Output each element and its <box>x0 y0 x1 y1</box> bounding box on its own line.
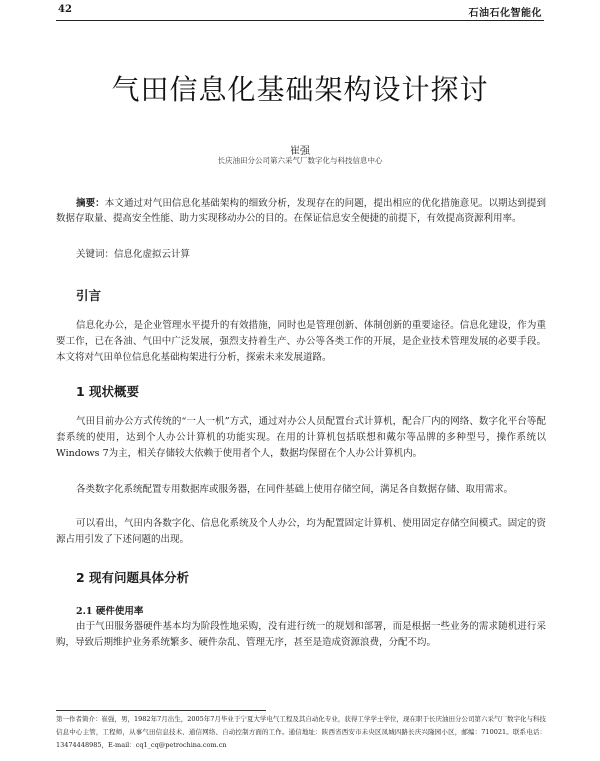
abstract-text: 本文通过对气田信息化基础架构的细致分析，发现存在的问题，提出相应的优化措施意见。以期达到提到数据存取量、提高安全性能、助力实现移动办公的目的。在保证信息安全便捷的前提下，有效提高资源利用率。 <box>56 198 546 224</box>
keywords <box>76 246 190 260</box>
author-affiliation: 长庆油田分公司第六采气厂数字化与科技信息中心 <box>217 156 383 165</box>
section-heading-2: 2 现有问题具体分析 <box>76 570 190 585</box>
page-number: 42 <box>58 4 72 15</box>
abstract <box>56 196 546 226</box>
section1-paragraph-3: 可以看出，气田内各数字化、信息化系统及个人办公，均为配置固定计算机、使用固定存储空间模式。固定的资源占用引发了下述问题的出现。 <box>56 518 546 545</box>
footnote-rule <box>56 710 266 711</box>
keywords-label: 关键词： <box>76 249 115 260</box>
running-header <box>56 4 544 21</box>
subsection-heading-2-1: 2.1 硬件使用率 <box>76 606 144 617</box>
journal-name: 石油石化智能化 <box>468 8 542 19</box>
section-heading-1: 1 现状概要 <box>76 384 140 399</box>
author-name: 崔强 <box>290 146 310 157</box>
section1-paragraph-1: 气田目前办公方式传统的“一人一机”方式，通过对办公人员配置台式计算机，配合厂内的网络、数字化平台等配套系统的使用，达到个人办公计算机的功能实现。在用的计算机包括联想和戴尔等品牌的多种型号，操作系统以Windows 7为主，相关存储较大依赖于使用者个人，数据均保留在个人办公计算机内。 <box>56 416 546 459</box>
keywords-text: 信息化虚拟云计算 <box>114 249 191 260</box>
section1-paragraph-2: 各类数字化系统配置专用数据库或服务器，在同件基础上使用存储空间，满足各自数据存储、取用需求。 <box>76 484 514 495</box>
abstract-label: 摘要： <box>76 198 105 209</box>
section2-1-paragraph: 由于气田服务器硬件基本均为阶段性地采购，没有进行统一的规划和部署，而是根据一些业务的需求随机进行采购，导致后期维护业务系统繁多、硬件杂乱、管理无序，甚至是造成资源浪费，分配不均。 <box>56 621 546 648</box>
section-heading-intro: 引言 <box>76 288 102 303</box>
intro-paragraph: 信息化办公，是企业管理水平提升的有效措施，同时也是管理创新、体制创新的重要途径。信息化建设，作为重要工作，已在各油、气田中广泛发展，强烈支持着生产、办公等各类工作的开展，是企业技术管理发展的必要手段。本文将对气田单位信息化基础构架进行分析，探索未来发展道路。 <box>56 320 546 363</box>
author-footnote: 第一作者简介：崔强，男，1982年7月出生，2005年7月毕业于宁夏大学电气工程及其自动化专业，获得工学学士学位，现在职于长庆油田分公司第六采气厂数字化与科技信息中心主管，工程师，从事气田信息技术、通信网络、自动控制方面的工作。通信地址：陕西省西安市未央区凤城四路长庆兴隆园小区，邮编：710021。联系电话：13474448985，E-mail：cq1_cq@petrochina.com.cn <box>56 715 546 749</box>
paper-title: 气田信息化基础架构设计探讨 <box>111 73 489 106</box>
